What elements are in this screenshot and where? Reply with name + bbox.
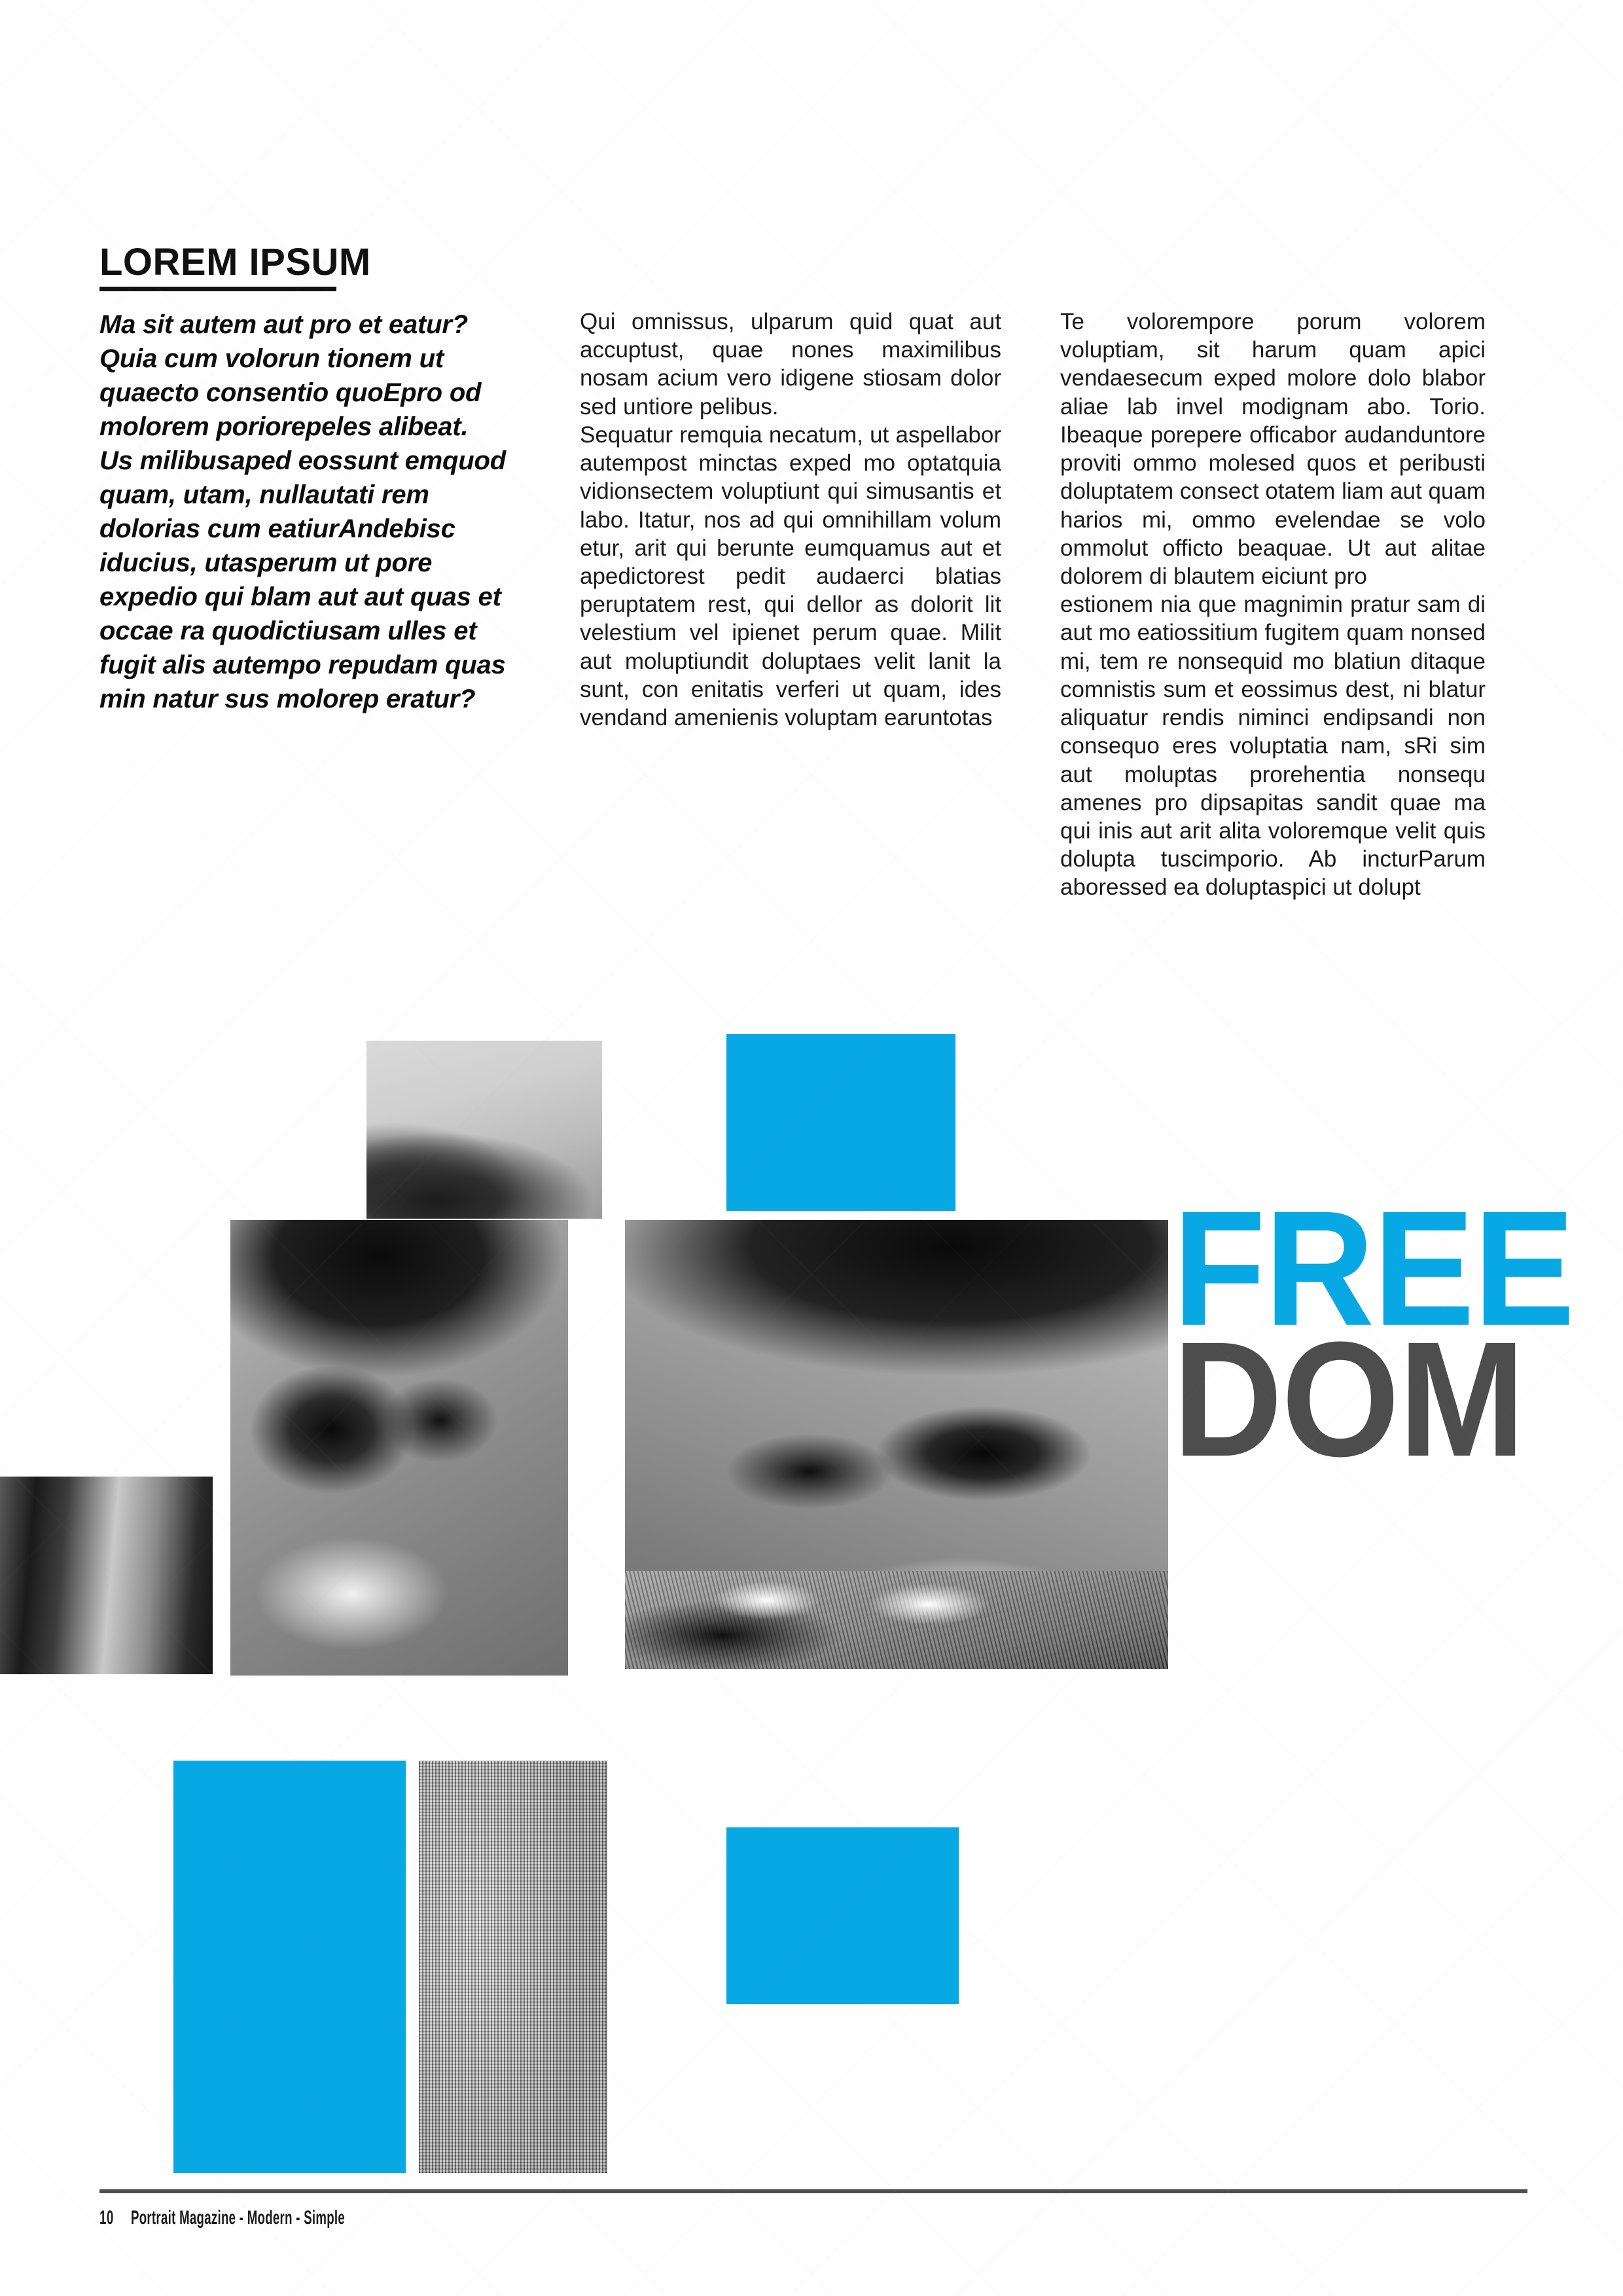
- footer-publication-label: Portrait Magazine - Modern - Simple: [130, 2207, 346, 2229]
- lead-paragraph-1: Ma sit autem aut pro et eatur? Quia cum volorun tionem ut quaecto consentio quoEpro od molorem poriorepeles alibeat.: [99, 310, 482, 441]
- photo-hood-sky: [366, 1041, 602, 1219]
- page-title: LOREM IPSUM: [99, 241, 371, 283]
- photo-edge-left-surface: [0, 1477, 213, 1674]
- footer-page-number: 10: [99, 2207, 114, 2229]
- body-column-2: [580, 308, 1001, 732]
- photo-fabric-surface: [419, 1761, 607, 2173]
- column2-paragraph-1: Qui omnissus, ulparum quid quat aut accuptust, quae nones maximilibus nosam acium vero idigene stiosam dolor sed untiore pelibus.: [580, 309, 1001, 420]
- photo-hood-sky-surface: [366, 1041, 602, 1219]
- footer: [99, 2207, 345, 2229]
- body-column-3: [1060, 308, 1486, 902]
- headline-line-dom: DOM: [1173, 1308, 1524, 1490]
- photo-boy-left: [230, 1220, 568, 1676]
- masthead: [99, 243, 531, 291]
- photo-edge-left: [0, 1477, 213, 1674]
- color-block-left: [173, 1761, 406, 2173]
- color-block-bottom: [726, 1827, 959, 2004]
- headline-line-free: FREE: [1173, 1177, 1574, 1359]
- column3-paragraph-1: Te volorempore porum volorem voluptiam, sit harum quam apici vendaesecum exped molore dolo blabor aliae lab invel modignam abo. Torio. Ibeaque porepere officabor audanduntore proviti ommo molesed quos et peribusti doluptatem consect otatem liam aut quam harios mi, ommo evelendae se volo ommolut officto beaquae. Ut aut alitae dolorem di blautem eiciunt pro: [1060, 309, 1486, 589]
- photo-fabric: [419, 1761, 607, 2173]
- column3-paragraph-2: estionem nia que magnimin pratur sam di aut mo eatiossitium fugitem quam nonsed mi, tem re nonsequid mo blatiun ditaque comnistis sum et eossimus dest, ni blatur aliquatur rendis niminci endipsandi non consequo eres voluptatia nam, sRi sim aut moluptas prorehentia nonsequ amenes pro dipsapitas sandit quae ma qui inis aut arit alita voloremque velit quis dolupta tuscimporio. Ab incturParum aboressed ea doluptaspici ut dolupt: [1060, 592, 1486, 901]
- display-headline-freedom: [1173, 1177, 1574, 1490]
- photo-boy-left-surface: [230, 1220, 568, 1676]
- photo-mouths-strip: [625, 1571, 1168, 1669]
- column2-paragraph-2: Sequatur remquia necatum, ut aspellabor autempost minctas exped mo optatquia vidionsectem voluptiunt qui simusantis et labo. Itatur, nos ad qui omnihillam volum etur, arit qui berunte eumquamus aut et apedictorest pedit audaerci blatias peruptatem rest, qui dellor as dolorit lit velestium vel ipienet perum quae. Milit aut moluptiundit doluptaes velit lanit la sunt, con enitatis verferi ut quam, ides vendand amenienis voluptam earuntotas: [580, 422, 1001, 731]
- photo-mouths-strip-surface: [625, 1571, 1168, 1669]
- footer-rule: [99, 2189, 1527, 2193]
- lead-paragraph-2: Us milibusaped eossunt emquod quam, utam, nullautati rem dolorias cum eatiurAndebisc iducius, utasperum ut pore expedio qui blam aut aut quas et occae ra quodictiusam ulles et fugit alis autempo repudam quas min natur sus molorep eratur?: [99, 446, 506, 713]
- lead-column: [99, 308, 514, 716]
- title-underline-rule: [99, 287, 336, 291]
- color-block-top: [726, 1034, 955, 1211]
